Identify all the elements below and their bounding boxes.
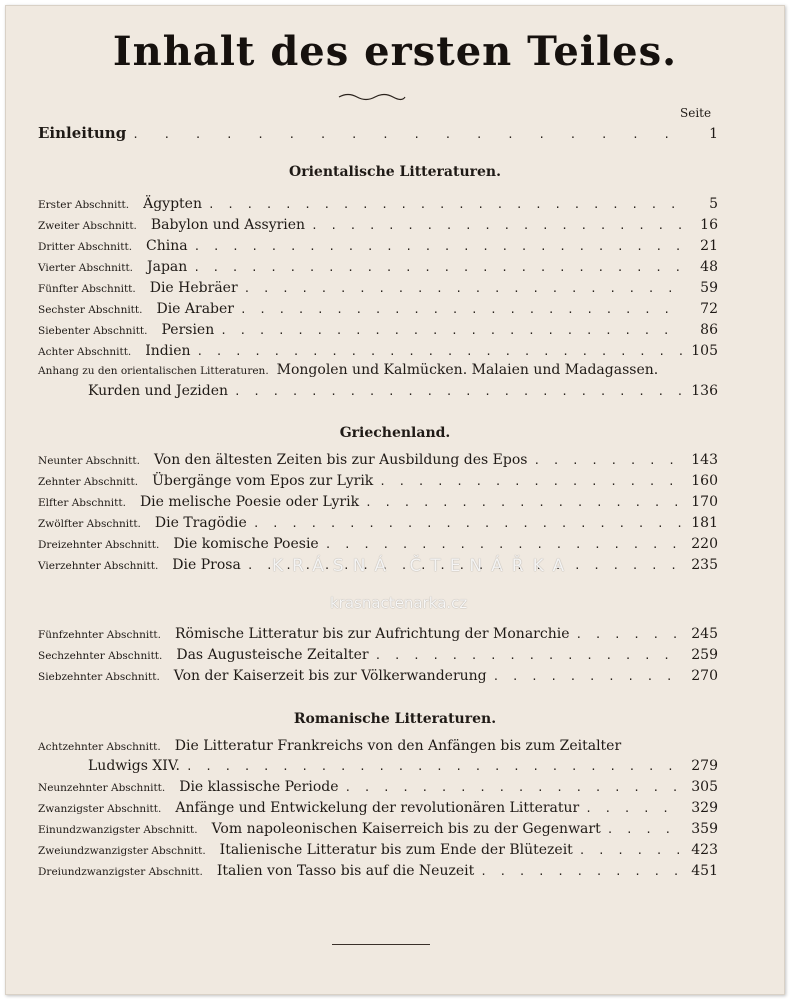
toc-entry-appendix[interactable]	[38, 362, 718, 378]
page-title: Inhalt des ersten Teiles.	[112, 28, 678, 75]
dot-leaders	[244, 282, 682, 295]
watermark-text: KRÁSNÁ ČTENÁŘKA	[272, 556, 574, 576]
dot-leaders	[311, 219, 682, 232]
chapter-label: Dreiundzwanzigster Abschnitt.	[38, 866, 203, 878]
section-heading: Orientalische Litteraturen.	[289, 164, 501, 180]
chapter-label: Dreizehnter Abschnitt.	[38, 539, 160, 551]
dot-leaders	[375, 649, 682, 662]
chapter-label: Zehnter Abschnitt.	[38, 476, 139, 488]
page-number: 143	[691, 452, 718, 468]
page-number: 5	[709, 196, 718, 212]
toc-entry[interactable]	[38, 259, 718, 275]
chapter-label: Sechster Abschnitt.	[38, 304, 143, 316]
toc-entry[interactable]	[38, 280, 718, 296]
entry-title-continuation: Kurden und Jeziden	[88, 383, 229, 399]
dot-leaders	[533, 454, 682, 467]
dot-leaders	[240, 303, 682, 316]
entry-title: Die Prosa	[172, 557, 241, 573]
page-number: 259	[691, 647, 718, 663]
toc-entry[interactable]	[38, 343, 718, 359]
toc-entry[interactable]	[38, 863, 718, 879]
page-number: 270	[691, 668, 718, 684]
toc-entry[interactable]	[38, 536, 718, 552]
ornament-divider	[337, 92, 407, 102]
dot-leaders	[585, 802, 682, 815]
chapter-label: Zweiter Abschnitt.	[38, 220, 137, 232]
toc-entry[interactable]	[38, 217, 718, 233]
chapter-label: Fünfter Abschnitt.	[38, 283, 136, 295]
chapter-label: Neunzehnter Abschnitt.	[38, 782, 166, 794]
toc-entry[interactable]	[38, 494, 718, 510]
bottom-divider	[332, 944, 430, 945]
entry-title: Persien	[161, 322, 215, 338]
chapter-label: Siebzehnter Abschnitt.	[38, 671, 160, 683]
entry-title: Japan	[147, 259, 188, 275]
dot-leaders	[208, 198, 682, 211]
entry-title-continuation: Ludwigs XIV.	[88, 758, 180, 774]
toc-entry-intro[interactable]	[38, 124, 718, 142]
page-number: 21	[700, 238, 718, 254]
toc-entry[interactable]	[38, 668, 718, 684]
entry-title: Die Litteratur Frankreichs von den Anfängen bis zum Zeitalter	[174, 738, 622, 754]
chapter-label: Achter Abschnitt.	[38, 346, 132, 358]
page-number: 305	[691, 779, 718, 795]
page-number: 423	[691, 842, 718, 858]
dot-leaders	[193, 261, 682, 274]
entry-title: Italienische Litteratur bis zum Ende der Blütezeit	[219, 842, 573, 858]
dot-leaders	[194, 240, 682, 253]
page-number: 136	[691, 383, 718, 399]
chapter-label: Fünfzehnter Abschnitt.	[38, 629, 161, 641]
chapter-label: Neunter Abschnitt.	[38, 455, 140, 467]
dot-leaders	[579, 844, 682, 857]
dot-leaders	[575, 628, 682, 641]
page-number: 86	[700, 322, 718, 338]
toc-entry[interactable]	[38, 626, 718, 642]
chapter-label: Dritter Abschnitt.	[38, 241, 133, 253]
chapter-label: Zwölfter Abschnitt.	[38, 518, 141, 530]
page-number: 451	[691, 863, 718, 879]
entry-title: Die Araber	[156, 301, 234, 317]
toc-entry[interactable]	[38, 821, 718, 837]
page-number: 105	[691, 343, 718, 359]
page-number: 359	[691, 821, 718, 837]
entry-title: Von der Kaiserzeit bis zur Völkerwanderung	[173, 668, 487, 684]
dot-leaders	[607, 823, 682, 836]
chapter-label: Siebenter Abschnitt.	[38, 325, 148, 337]
toc-entry[interactable]	[38, 515, 718, 531]
dot-leaders	[480, 865, 682, 878]
watermark-url: krasnactenarka.cz	[330, 594, 468, 612]
dot-leaders	[253, 517, 682, 530]
page-number: 16	[700, 217, 718, 233]
page-number: 329	[691, 800, 718, 816]
dot-leaders	[345, 781, 682, 794]
chapter-label: Vierzehnter Abschnitt.	[38, 560, 159, 572]
toc-entry[interactable]	[38, 647, 718, 663]
entry-title: Die melische Poesie oder Lyrik	[139, 494, 360, 510]
toc-entry-appendix-continuation[interactable]	[88, 383, 718, 399]
page-number: 160	[691, 473, 718, 489]
page-number: 48	[700, 259, 718, 275]
toc-entry[interactable]	[38, 842, 718, 858]
page-number: 170	[691, 494, 718, 510]
dot-leaders	[493, 670, 682, 683]
entry-title: Die Hebräer	[149, 280, 238, 296]
chapter-label: Vierter Abschnitt.	[38, 262, 134, 274]
dot-leaders	[132, 128, 682, 141]
page-number: 220	[691, 536, 718, 552]
page-column-label: Seite	[680, 106, 712, 120]
section-heading: Romanische Litteraturen.	[293, 711, 497, 727]
entry-title: Übergänge vom Epos zur Lyrik	[152, 473, 374, 489]
chapter-label: Achtzehnter Abschnitt.	[38, 741, 161, 753]
page-number: 279	[691, 758, 718, 774]
entry-title: Die klassische Periode	[179, 779, 339, 795]
entry-title: Indien	[145, 343, 191, 359]
dot-leaders	[197, 345, 682, 358]
toc-entry-continuation[interactable]	[88, 758, 718, 774]
toc-entry[interactable]	[38, 301, 718, 317]
toc-entry[interactable]	[38, 473, 718, 489]
entry-title: Von den ältesten Zeiten bis zur Ausbildung des Epos	[153, 452, 528, 468]
page-number: 235	[691, 557, 718, 573]
toc-entry[interactable]	[38, 779, 718, 795]
chapter-label: Zwanzigster Abschnitt.	[38, 803, 162, 815]
entry-title: Die Tragödie	[154, 515, 247, 531]
chapter-label: Sechzehnter Abschnitt.	[38, 650, 163, 662]
entry-title: Anfänge und Entwickelung der revolutionären Litteratur	[175, 800, 580, 816]
page-number: 245	[691, 626, 718, 642]
entry-title: Ägypten	[143, 196, 202, 212]
toc-entry[interactable]	[38, 196, 718, 212]
toc-entry[interactable]	[38, 322, 718, 338]
dot-leaders	[220, 324, 682, 337]
chapter-label: Erster Abschnitt.	[38, 199, 130, 211]
section-heading: Griechenland.	[339, 425, 451, 441]
chapter-label: Zweiundzwanzigster Abschnitt.	[38, 845, 206, 857]
chapter-label: Elfter Abschnitt.	[38, 497, 126, 509]
entry-title: Italien von Tasso bis auf die Neuzeit	[216, 863, 475, 879]
chapter-label: Anhang zu den orientalischen Litteraturen.	[38, 365, 269, 377]
page-number: 181	[691, 515, 718, 531]
page-number: 1	[709, 126, 718, 142]
dot-leaders	[379, 475, 682, 488]
toc-entry[interactable]	[38, 800, 718, 816]
entry-title: Das Augusteische Zeitalter	[176, 647, 369, 663]
toc-entry[interactable]	[38, 238, 718, 254]
toc-entry[interactable]	[38, 452, 718, 468]
entry-title: China	[146, 238, 188, 254]
chapter-label: Einundzwanzigster Abschnitt.	[38, 824, 198, 836]
entry-title: Vom napoleonischen Kaiserreich bis zu der Gegenwart	[211, 821, 601, 837]
entry-title: Einleitung	[38, 124, 127, 142]
dot-leaders	[234, 385, 682, 398]
entry-title: Die komische Poesie	[173, 536, 319, 552]
page-number: 72	[700, 301, 718, 317]
dot-leaders	[325, 538, 682, 551]
dot-leaders	[186, 760, 682, 773]
entry-title: Mongolen und Kalmücken. Malaien und Madagassen.	[276, 362, 659, 378]
toc-entry[interactable]	[38, 738, 718, 754]
entry-title: Babylon und Assyrien	[150, 217, 306, 233]
dot-leaders	[365, 496, 682, 509]
entry-title: Römische Litteratur bis zur Aufrichtung der Monarchie	[175, 626, 570, 642]
page-number: 59	[700, 280, 718, 296]
